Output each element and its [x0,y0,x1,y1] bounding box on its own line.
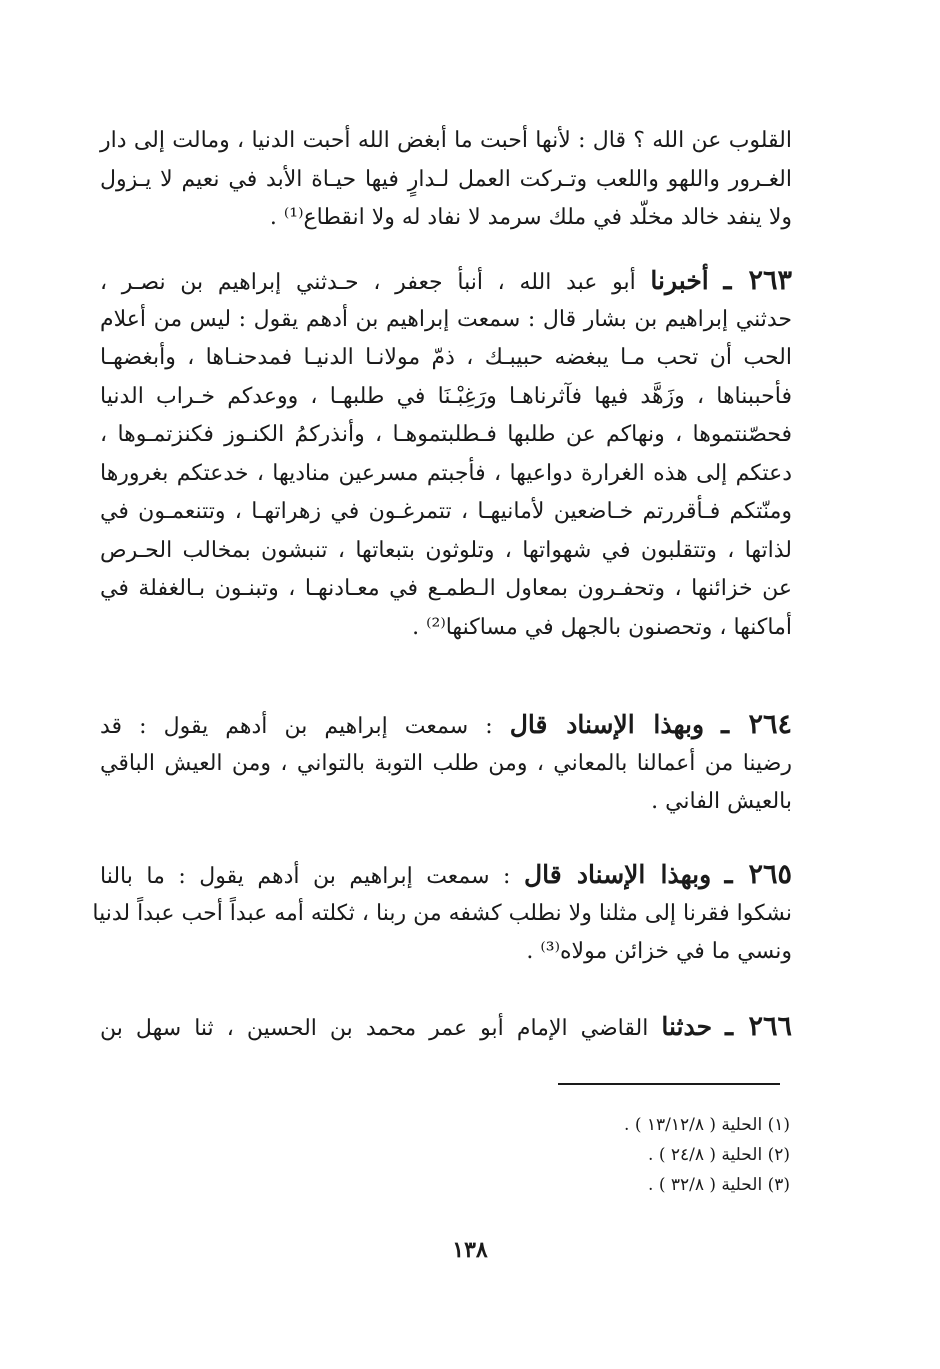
entry-265 [92,856,792,972]
text-line: بالعيش الفاني . [651,789,792,814]
entry-heading-line [100,856,792,895]
text-line: الغـرور واللهو واللعب وتـركت العمل لـدارٍ فيها حيـاة الأبد في نعيم لا يـزول [100,166,792,192]
footnote: (١) الحلية ( ١٣/١٢/٨ ) . [624,1115,790,1135]
entry-lead-word: وبهذا الإسناد قال [523,860,712,889]
entry-first-line-text: : سمعت إبراهيم بن أدهم يقول : ما بالنا [100,864,524,889]
text-line: فحصّنتموها ، ونهاكم عن طلبها فـطلبتموهـا ، وأنذركمُ الكنـوز فكنزتمـوها ، [100,422,792,447]
text-line: القلوب عن الله ؟ قال : لأنها أحبت ما أبغض الله أحبت الدنيا ، ومالت إلى دار [100,128,792,153]
text-line: الحب أن تحب مـا يبغضه حبيبـك ، ذمّ مولانـا الدنيـا فمدحنـاها ، وأبغضهـا [100,345,792,370]
text-line: عن خزائنها ، وتحفـرون بمعاول الـطمـع في معـادنهـا ، وتبنـون بـالغفلة في [100,576,792,601]
entry-number: ٢٦٣ ـ [723,265,792,296]
entry-lead-word: حدثنا [661,1012,713,1041]
entry-lead-word: وبهذا الإسناد قال [509,710,705,739]
entry-first-line-text: القاضي الإمام أبو عمر محمد بن الحسين ، ثنا سهل بن [100,1016,662,1041]
entry-number: ٢٦٥ ـ [724,859,792,890]
text-line: ومنّتكم فـأقررتم خـاضعين لأمانيهـا ، تتمرغـون في زهراتهـا ، وتتنعمـون في [100,499,792,524]
entry-264 [100,706,792,822]
page-number: ١٣٨ [452,1237,488,1263]
paragraph-continuation [100,122,792,238]
text-line: أماكنها ، وتحصنون بالجهل في مساكنها⁽²⁾ . [412,614,792,640]
entry-heading-line [100,706,792,745]
text-line: ولا ينفد خالد مخلّد في ملك سرمد لا نفاد له ولا انقطاع⁽¹⁾ . [269,205,792,230]
text-line: ونسي ما في خزائن مولاه⁽³⁾ . [526,939,792,964]
text-line: رضينا من أعمالنا بالمعاني ، ومن طلب التوبة بالتواني ، ومن العيش الباقي [100,750,792,776]
text-line: دعتكم إلى هذه الغرارة دواعيها ، فأجبتم مسرعين مناديها ، خدعتكم بغرورها [100,460,792,486]
entry-heading-line [100,262,792,301]
entry-lead-word: أخبرنا [650,266,709,295]
entry-number: ٢٦٤ ـ [721,709,792,740]
text-line: لذاتها ، وتتقلبون في شهواتها ، وتلوثون بتبعاتها ، تنبشون بمخالب الحـرص [100,537,792,563]
entry-266 [100,1008,792,1047]
footnotes [480,1110,790,1200]
entry-263 [100,262,792,647]
entry-first-line-text: أبو عبد الله ، أنبأ جعفر ، حـدثني إبراهيم بن نصـر ، [100,270,651,295]
entry-heading-line [100,1008,792,1047]
text-line: حدثني إبراهيم بن بشار قال : سمعت إبراهيم بن أدهم يقول : ليس من أعلام [100,306,792,332]
footnote-divider [558,1083,780,1085]
text-line: فأحببناها ، وزَهَّد فيها فآثرناهـا ورَغِبْـنَا في طلبهـا ، ووعدكم خـراب الدنيا [100,383,792,409]
entry-first-line-text: : سمعت إبراهيم بن أدهم يقول : قد [100,714,510,739]
footnote: (٢) الحلية ( ٢٤/٨ ) . [648,1145,790,1165]
footnote: (٣) الحلية ( ٣٢/٨ ) . [648,1175,790,1195]
text-line: نشكوا فقرنا إلى مثلنا ولا نطلب كشفه من ربنا ، ثكلته أمه عبداً أحب عبداً لدنيا [92,900,792,926]
entry-number: ٢٦٦ ـ [725,1011,793,1042]
